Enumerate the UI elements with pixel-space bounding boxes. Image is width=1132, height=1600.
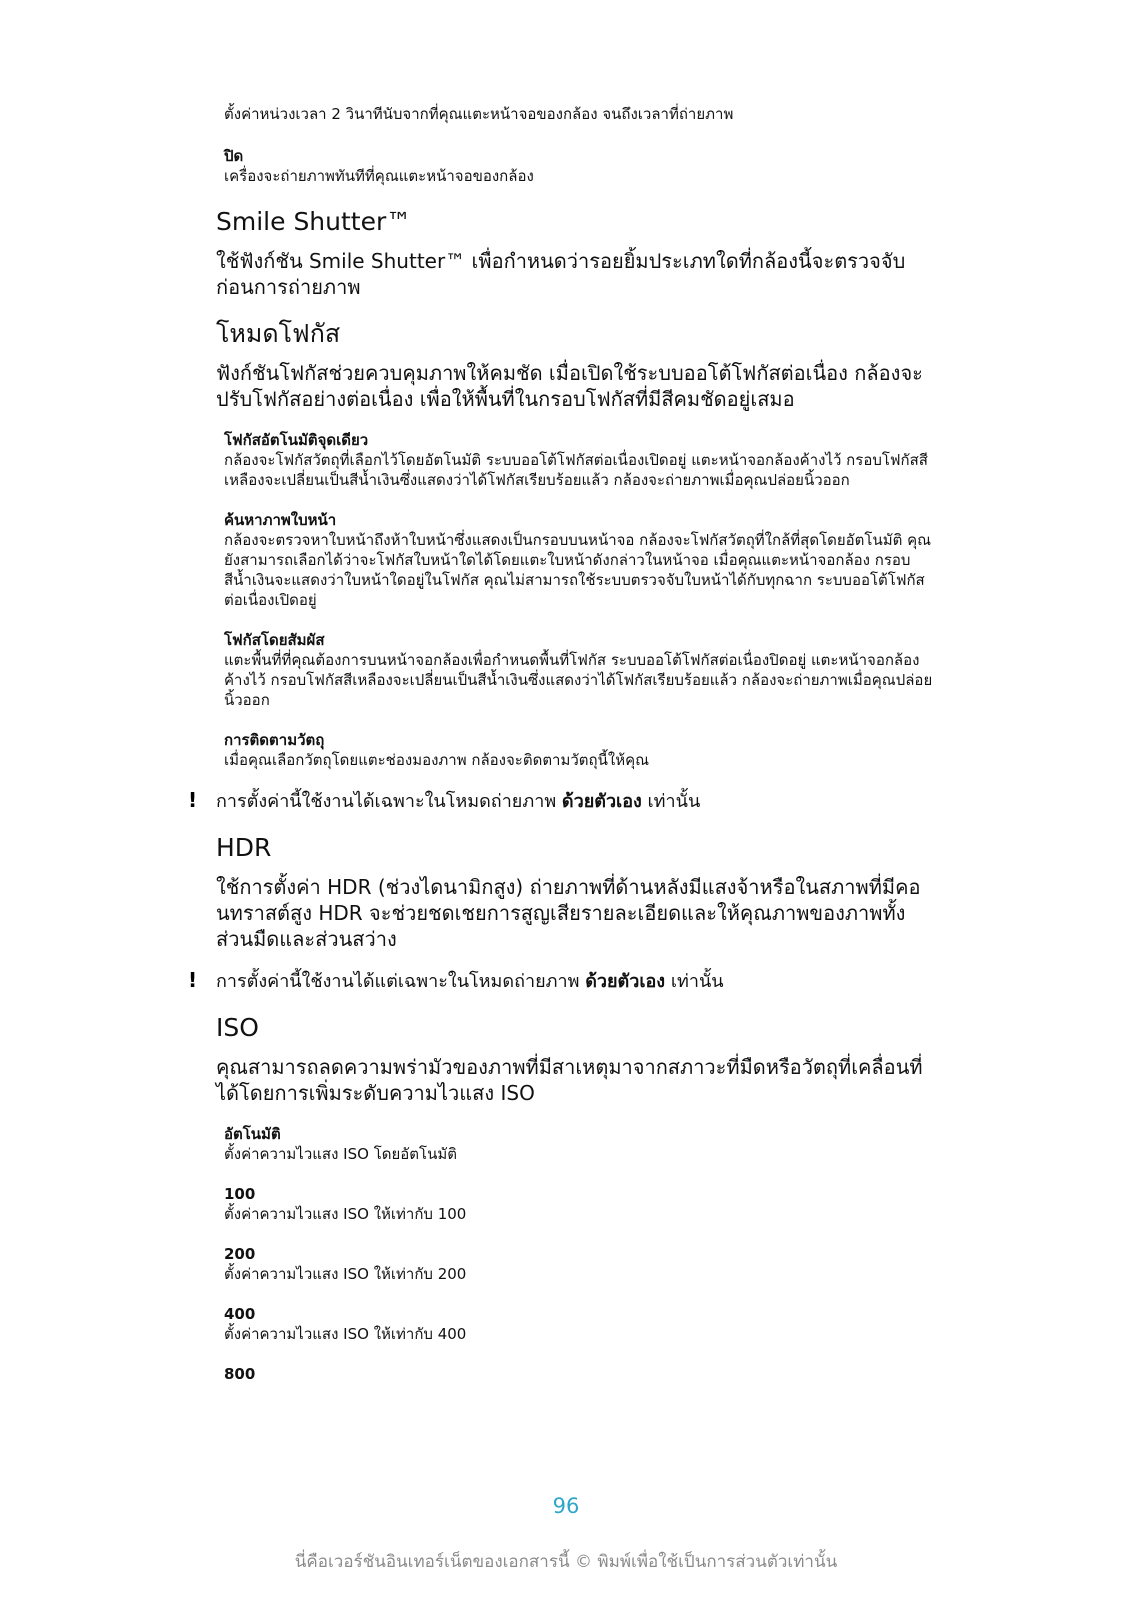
focus-option	[224, 630, 936, 710]
delay-description: ตั้งค่าหน่วงเวลา 2 วินาทีนับจากที่คุณแตะหน้าจอของกล้อง จนถึงเวลาที่ถ่ายภาพ	[224, 105, 734, 123]
focus-option	[224, 430, 936, 490]
option-description: ตั้งค่าความไวแสง ISO โดยอัตโนมัติ	[224, 1145, 457, 1163]
iso-option	[224, 1304, 936, 1344]
iso-option	[224, 1184, 936, 1224]
focus-option	[224, 730, 936, 770]
iso-option	[224, 1244, 936, 1284]
section-heading-hdr: HDR	[216, 833, 272, 862]
option-title: 800	[224, 1365, 256, 1383]
option-title: โฟกัสโดยสัมผัส	[224, 631, 325, 649]
iso-option	[224, 1364, 936, 1384]
option-description: แตะพื้นที่ที่คุณต้องการบนหน้าจอกล้องเพื่อกำหนดพื้นที่โฟกัส ระบบออโต้โฟกัสต่อเนื่องปิดอยู่ แตะหน้าจอกล้องค้างไว้ กรอบโฟกัสสีเหลืองจะเปลี่ยนเป็นสีน้ำเงินซึ่งแสดงว่าได้โฟกัสเรียบร้อยแล้ว กล้องจะถ่ายภาพเมื่อคุณปล่อยนิ้วออก	[224, 651, 933, 709]
option-title: 400	[224, 1305, 256, 1323]
note-text-end: เท่านั้น	[641, 791, 701, 812]
exclamation-icon: !	[188, 788, 198, 812]
option-description: เครื่องจะถ่ายภาพทันทีที่คุณแตะหน้าจอของกล้อง	[224, 167, 534, 185]
exclamation-icon: !	[188, 968, 198, 992]
option-title: ค้นหาภาพใบหน้า	[224, 511, 337, 529]
note-emphasis: ด้วยตัวเอง	[561, 791, 642, 812]
option-title: อัตโนมัติ	[224, 1125, 281, 1143]
option-description: เมื่อคุณเลือกวัตถุโดยแตะช่องมองภาพ กล้องจะติดตามวัตถุนี้ให้คุณ	[224, 751, 650, 769]
page-number: 96	[552, 1494, 580, 1518]
focus-option	[224, 510, 936, 610]
option-description: ตั้งค่าความไวแสง ISO ให้เท่ากับ 400	[224, 1325, 467, 1343]
option-description: กล้องจะตรวจหาใบหน้าถึงห้าใบหน้าซึ่งแสดงเป็นกรอบบนหน้าจอ กล้องจะโฟกัสวัตถุที่ใกล้ที่สุดโดยอัตโนมัติ คุณยังสามารถเลือกได้ว่าจะโฟกัสใบหน้าใดได้โดยแตะใบหน้าดังกล่าวในหน้าจอ เมื่อคุณแตะหน้าจอกล้อง กรอบสีน้ำเงินจะแสดงว่าใบหน้าใดอยู่ในโฟกัส คุณไม่สามารถใช้ระบบตรวจจับใบหน้าได้กับทุกฉาก ระบบออโต้โฟกัสต่อเนื่องเปิดอยู่	[224, 531, 932, 609]
setting-option-off	[224, 146, 936, 186]
note-emphasis: ด้วยตัวเอง	[585, 971, 666, 992]
option-title: 200	[224, 1245, 256, 1263]
option-title: โฟกัสอัตโนมัติจุดเดียว	[224, 431, 369, 449]
option-title: 100	[224, 1185, 256, 1203]
iso-option	[224, 1124, 936, 1164]
section-body-focus-mode: ฟังก์ชันโฟกัสช่วยควบคุมภาพให้คมชัด เมื่อเปิดใช้ระบบออโต้โฟกัสต่อเนื่อง กล้องจะปรับโฟกัสอย่างต่อเนื่อง เพื่อให้พื้นที่ในกรอบโฟกัสที่มีสีคมชัดอยู่เสมอ	[216, 361, 923, 411]
option-title: การติดตามวัตถุ	[224, 731, 325, 749]
section-body-hdr: ใช้การตั้งค่า HDR (ช่วงไดนามิกสูง) ถ่ายภาพที่ด้านหลังมีแสงจ้าหรือในสภาพที่มีคอนทราสต์สูง HDR จะช่วยชดเชยการสูญเสียรายละเอียดและให้คุณภาพของภาพทั้งส่วนมืดและส่วนสว่าง	[216, 875, 921, 951]
section-body-iso: คุณสามารถลดความพร่ามัวของภาพที่มีสาเหตุมาจากสภาวะที่มืดหรือวัตถุที่เคลื่อนที่ได้โดยการเพิ่มระดับความไวแสง ISO	[216, 1055, 923, 1105]
focus-mode-note	[188, 788, 936, 814]
note-text: การตั้งค่านี้ใช้งานได้เฉพาะในโหมดถ่ายภาพ	[216, 791, 562, 812]
note-text-end: เท่านั้น	[665, 971, 724, 992]
hdr-note	[188, 968, 936, 994]
option-description: ตั้งค่าความไวแสง ISO ให้เท่ากับ 200	[224, 1265, 467, 1283]
note-text: การตั้งค่านี้ใช้งานได้แต่เฉพาะในโหมดถ่ายภาพ	[216, 971, 586, 992]
option-description: ตั้งค่าความไวแสง ISO ให้เท่ากับ 100	[224, 1205, 467, 1223]
option-description: กล้องจะโฟกัสวัตถุที่เลือกไว้โดยอัตโนมัติ ระบบออโต้โฟกัสต่อเนื่องเปิดอยู่ แตะหน้าจอกล้องค้างไว้ กรอบโฟกัสสีเหลืองจะเปลี่ยนเป็นสีน้ำเงินซึ่งแสดงว่าได้โฟกัสเรียบร้อยแล้ว กล้องจะถ่ายภาพเมื่อคุณปล่อยนิ้วออก	[224, 451, 928, 489]
section-body-smile-shutter: ใช้ฟังก์ชัน Smile Shutter™ เพื่อกำหนดว่ารอยยิ้มประเภทใดที่กล้องนี้จะตรวจจับก่อนการถ่ายภาพ	[216, 249, 906, 299]
page-content	[188, 104, 936, 1404]
page-footer: นี่คือเวอร์ชันอินเทอร์เน็ตของเอกสารนี้ © พิมพ์เพื่อใช้เป็นการส่วนตัวเท่านั้น	[294, 1552, 838, 1572]
section-heading-smile-shutter: Smile Shutter™	[216, 207, 412, 236]
option-title: ปิด	[224, 147, 244, 165]
section-heading-iso: ISO	[216, 1013, 259, 1042]
section-heading-focus-mode: โหมดโฟกัส	[216, 319, 341, 348]
